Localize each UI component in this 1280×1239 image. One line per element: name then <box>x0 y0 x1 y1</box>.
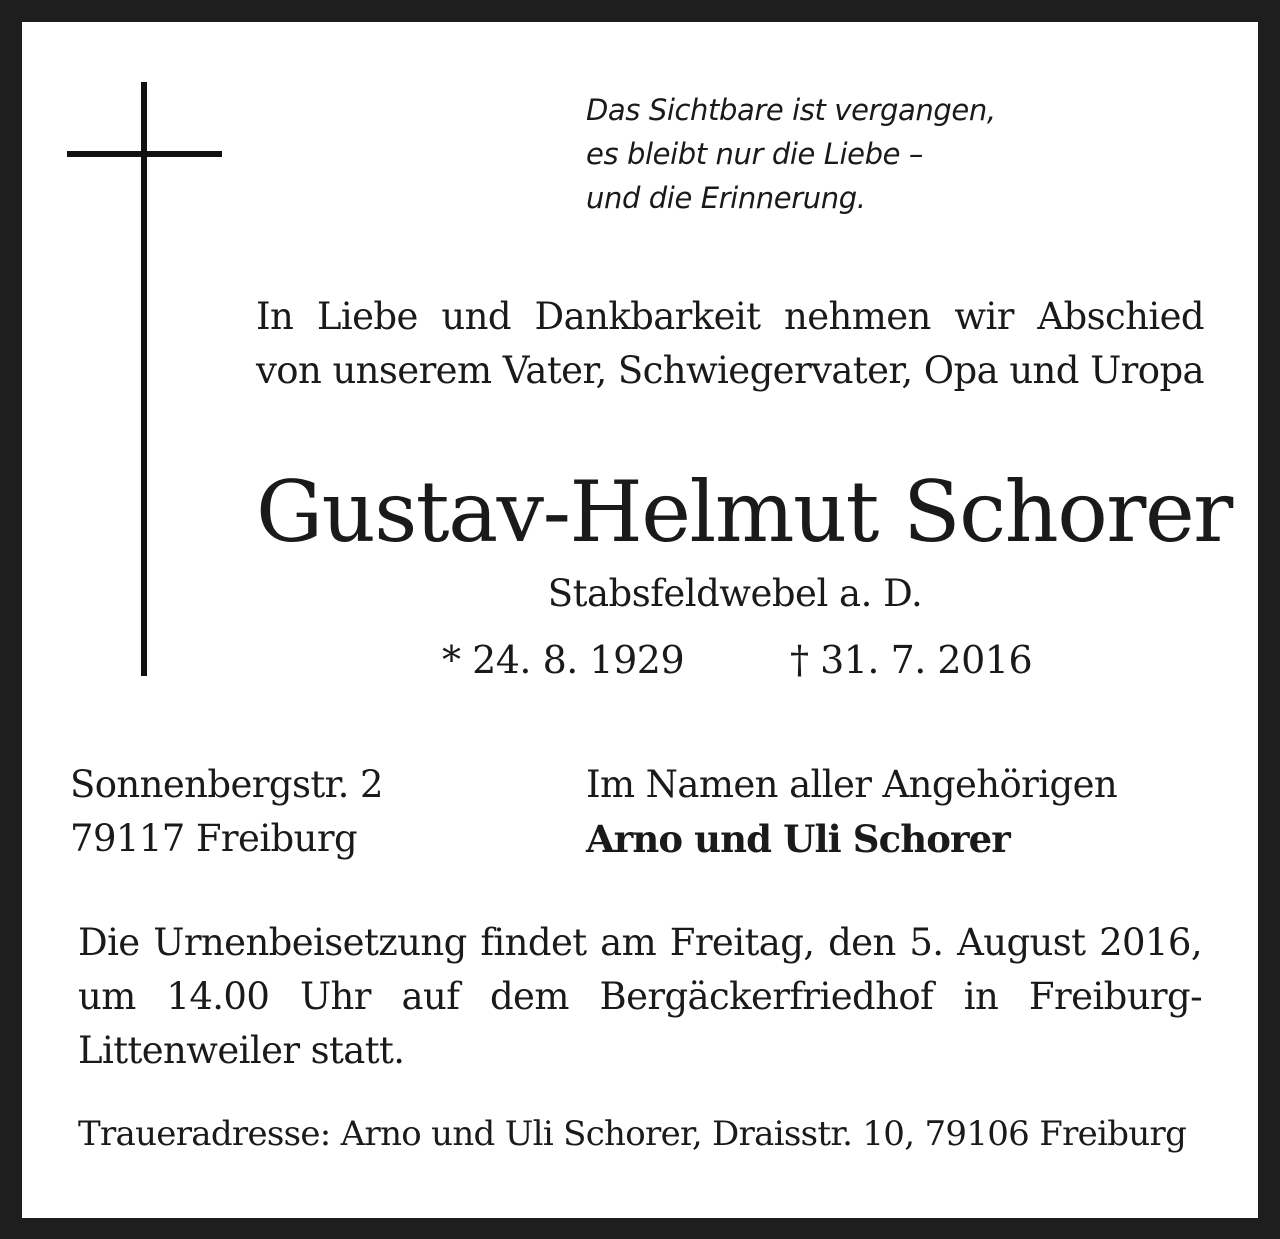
burial-line: um 14.00 Uhr auf dem Bergäckerfriedhof in Freiburg- <box>78 975 1202 1018</box>
birth-date: * 24. 8. 1929 <box>442 638 685 682</box>
intro-text <box>256 290 1204 398</box>
motto-line: und die Erinnerung. <box>586 181 866 215</box>
signers-names: Arno und Uli Schorer <box>586 817 1010 861</box>
cross-horizontal-bar <box>67 151 222 157</box>
burial-line: Die Urnenbeisetzung findet am Freitag, den 5. August 2016, <box>78 921 1202 964</box>
death-date: † 31. 7. 2016 <box>790 638 1033 682</box>
burial-notice <box>78 916 1202 1078</box>
deceased-rank: Stabsfeldwebel a. D. <box>547 572 923 615</box>
address-city: 79117 Freiburg <box>70 817 358 860</box>
address-street: Sonnenbergstr. 2 <box>70 763 383 806</box>
motto-line: es bleibt nur die Liebe – <box>586 137 923 171</box>
motto-line: Das Sichtbare ist vergangen, <box>586 93 996 127</box>
intro-line: In Liebe und Dankbarkeit nehmen wir Abschied <box>256 295 1204 338</box>
signers-block <box>586 758 1117 866</box>
home-address <box>70 758 383 866</box>
motto-quote <box>586 88 996 220</box>
mourning-address: Traueradresse: Arno und Uli Schorer, Draisstr. 10, 79106 Freiburg <box>78 1114 1187 1154</box>
signers-intro: Im Namen aller Angehörigen <box>586 763 1118 806</box>
cross-vertical-bar <box>141 82 147 676</box>
burial-line: Littenweiler statt. <box>78 1029 405 1072</box>
deceased-name: Gustav-Helmut Schorer <box>256 463 1232 561</box>
intro-line: von unserem Vater, Schwiegervater, Opa und Uropa <box>256 349 1204 392</box>
